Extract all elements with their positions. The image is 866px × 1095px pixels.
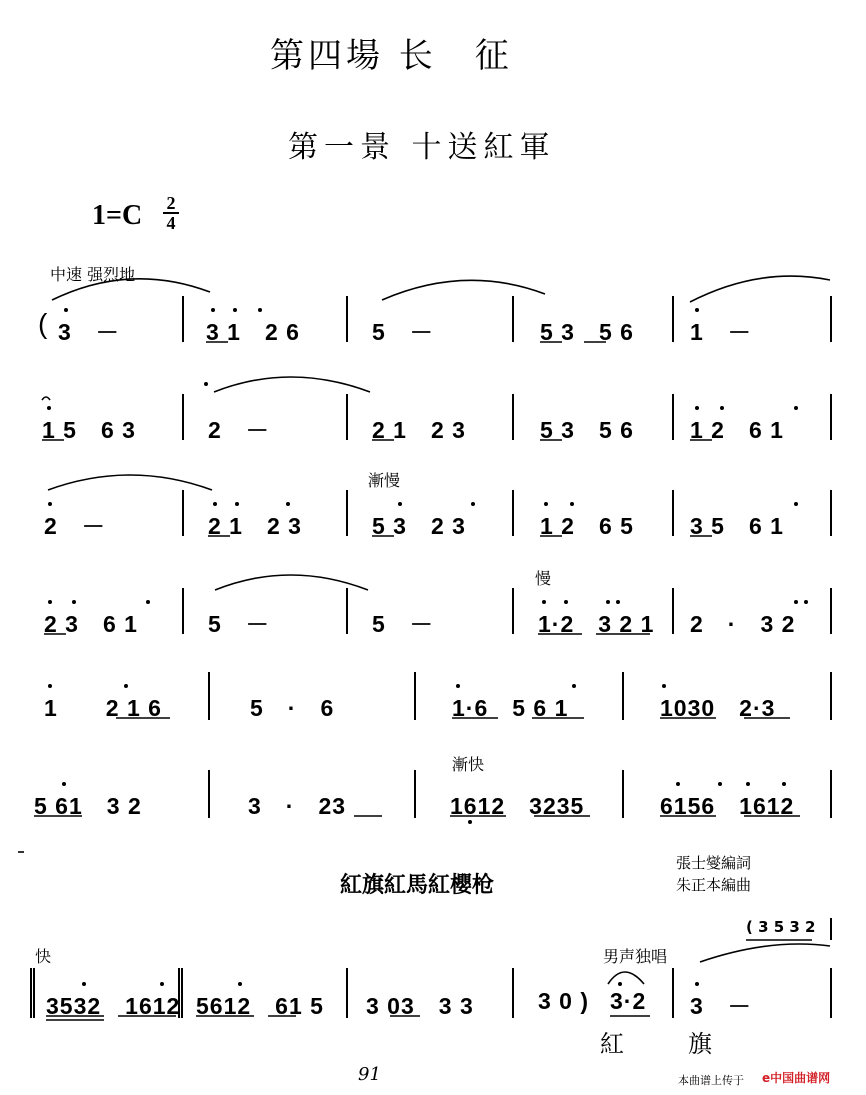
octave-dot [606, 600, 610, 604]
tempo-mark-solo: 男声独唱 [603, 947, 668, 966]
measure: 3 1 2 6 [206, 319, 300, 345]
octave-dot [782, 782, 786, 786]
octave-dot [746, 782, 750, 786]
octave-dot [794, 502, 798, 506]
lyricist-credit: 張士燮編詞 [676, 854, 752, 872]
octave-dot [48, 600, 52, 604]
measure: 5 3 5 6 [540, 417, 634, 443]
measure: 1·6 5 6 1 [452, 695, 569, 721]
octave-dot [718, 782, 722, 786]
opening-paren: ( [38, 308, 49, 339]
page-number: 91 [358, 1064, 381, 1085]
octave-dot [542, 600, 546, 604]
octave-dot [804, 600, 808, 604]
measure: 2 3 6 1 [44, 611, 138, 637]
measure: 3 － [690, 993, 752, 1019]
octave-dot [62, 782, 66, 786]
octave-dot [72, 600, 76, 604]
octave-dot [794, 406, 798, 410]
octave-dot [47, 406, 51, 410]
measure: 2 1 2 3 [372, 417, 466, 443]
measure: 5 3 2 3 [372, 513, 466, 539]
octave-dot [146, 600, 150, 604]
measure: 5612 61 5 [196, 993, 324, 1019]
measure: 2 － [208, 417, 270, 443]
slur [48, 475, 212, 490]
slur [608, 972, 644, 984]
tempo-mark-row4: 慢 [535, 569, 552, 588]
measure: 5 － [372, 611, 434, 637]
octave-dot [211, 308, 215, 312]
slur [215, 575, 368, 590]
octave-dot [471, 502, 475, 506]
octave-dot [695, 406, 699, 410]
octave-dot [160, 982, 164, 986]
octave-dot [468, 820, 472, 824]
slur [700, 944, 830, 962]
octave-dot [676, 782, 680, 786]
measure: 5 61 3 2 [34, 793, 142, 819]
time-bottom: 4 [166, 213, 176, 233]
measure: 1 5 6 3 [42, 417, 136, 443]
measure: 3 · 23 [248, 793, 347, 819]
measure: 5 · 6 [250, 695, 335, 721]
slur [690, 276, 830, 302]
measure: 2 · 3 2 [690, 611, 796, 637]
upload-credit: 本曲谱上传于 [678, 1074, 744, 1087]
scene-subtitle: 第一景 十送紅軍 [288, 130, 556, 165]
measure: 1612 3235 [450, 793, 585, 819]
octave-dot [48, 502, 52, 506]
tempo-mark-row7: 快 [35, 947, 52, 966]
measure: 6156 1612 [660, 793, 795, 819]
measure: 5 － [372, 319, 434, 345]
measure: 3 5 6 1 [690, 513, 784, 539]
octave-dot [398, 502, 402, 506]
octave-dot [570, 502, 574, 506]
octave-dot [64, 308, 68, 312]
song-title: 紅旗紅馬紅櫻枪 [340, 873, 495, 898]
tempo-mark-row3: 漸慢 [368, 471, 401, 490]
octave-dot [238, 982, 242, 986]
tempo-mark-row1: 中速 强烈地 [50, 265, 136, 284]
octave-dot [213, 502, 217, 506]
measure: 3 － [58, 319, 120, 345]
measure: 1 2 1 6 [44, 695, 162, 721]
measure: 2 1 2 3 [208, 513, 302, 539]
time-top: 2 [163, 194, 179, 214]
octave-dot [82, 982, 86, 986]
page-title: 第四場 长 征 [270, 36, 513, 76]
lyric-syllable: 旗 [688, 1030, 712, 1058]
measure: 3 0 ) [538, 988, 590, 1014]
tempo-mark-row6: 漸快 [452, 755, 485, 774]
octave-dot [233, 308, 237, 312]
key-signature: 1=C [92, 200, 143, 231]
measure: 3 03 3 3 [366, 993, 474, 1019]
octave-dot [235, 502, 239, 506]
octave-dot [124, 684, 128, 688]
octave-dot [544, 502, 548, 506]
slur [42, 397, 50, 400]
measure: 1 2 6 5 [540, 513, 634, 539]
measure: 5 3 5 6 [540, 319, 634, 345]
octave-dot [564, 600, 568, 604]
measure: 5 － [208, 611, 270, 637]
octave-dot [204, 382, 208, 386]
octave-dot [695, 982, 699, 986]
slur [382, 280, 545, 300]
octave-dot [456, 684, 460, 688]
octave-dot [48, 684, 52, 688]
octave-dot [286, 502, 290, 506]
octave-dot [258, 308, 262, 312]
lyric-syllable: 紅 [600, 1030, 624, 1058]
slur [52, 279, 210, 300]
logo-icon: e [762, 1071, 771, 1085]
octave-dot [572, 684, 576, 688]
measure: 3532 1612 [46, 993, 181, 1019]
measure: 3·2 [610, 988, 647, 1014]
measure: 1 － [690, 319, 752, 345]
octave-dot [720, 406, 724, 410]
measure: 1030 2·3 [660, 695, 776, 721]
octave-dot [616, 600, 620, 604]
pickup-notes: ( 3 5 3 2 [746, 918, 816, 936]
measure: 1·2 3 2 1 [538, 611, 655, 637]
octave-dot [662, 684, 666, 688]
octave-dot [794, 600, 798, 604]
measure: 1 2 6 1 [690, 417, 784, 443]
octave-dot [695, 308, 699, 312]
site-name: 中国曲谱网 [770, 1071, 831, 1085]
octave-dot [618, 982, 622, 986]
slur [214, 377, 370, 392]
composer-credit: 朱正本編曲 [676, 876, 752, 894]
measure: 2 － [44, 513, 106, 539]
